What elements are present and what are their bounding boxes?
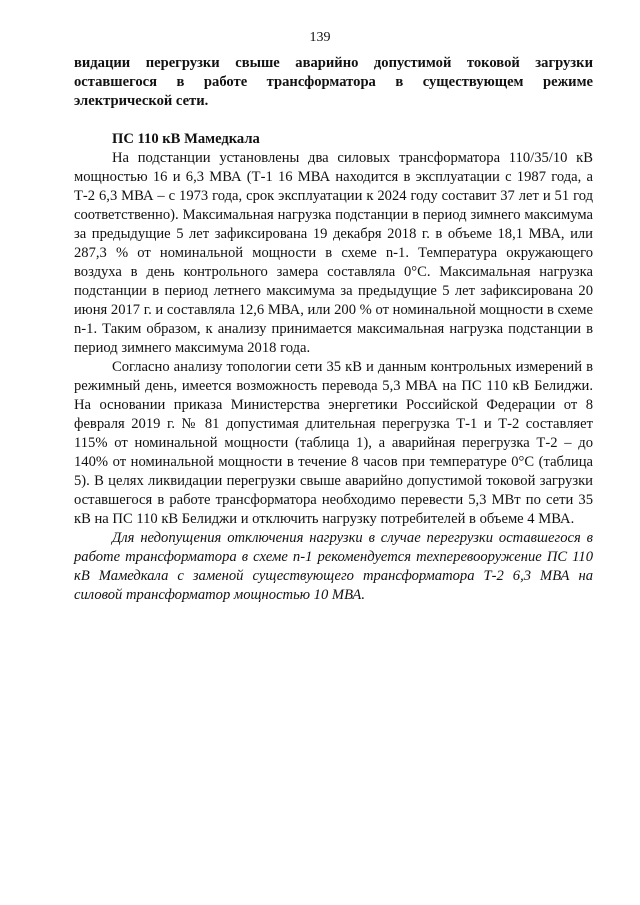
section-heading: ПС 110 кВ Мамедкала <box>112 131 260 147</box>
paragraph-recommendation: Для недопущения отключения нагрузки в случае перегрузки оставшегося в работе трансформатора в схеме n-1 рекомендуется техперевооружение ПС 110 кВ Мамедкала с заменой существующего трансформатора Т-2 6,3 МВА на силовой трансформатор мощностью 10 МВА. <box>74 530 593 603</box>
paragraph-substation-description: На подстанции установлены два силовых трансформатора 110/35/10 кВ мощностью 16 и 6,3 МВА (Т-1 16 МВА находится в эксплуатации с 1987 года, а Т-2 6,3 МВА – с 1973 года, срок эксплуатации к 2024 году составит 37 лет и 51 год соответственно). Максимальная нагрузка подстанции в период зимнего максимума за предыдущие 5 лет зафиксирована 19 декабря 2018 г. в объеме 18,1 МВА, или 287,3 % от номинальной мощности в схеме n-1. Температура окружающего воздуха в день контрольного замера составляла 0°С. Максимальная нагрузка подстанции в период летнего максимума за предыдущие 5 лет зафиксирована 20 июня 2017 г. и составляла 12,6 МВА, или 200 % от номинальной мощности в схеме n-1. Таким образом, к анализу принимается максимальная нагрузка подстанции в период зимнего максимума 2018 года. <box>74 150 593 356</box>
page-number: 139 <box>309 30 331 45</box>
intro-continuation-text: видации перегрузки свыше аварийно допустимой токовой загрузки оставшегося в работе трансформатора в существующем режиме электрической сети. <box>74 55 593 109</box>
document-body <box>74 54 593 605</box>
paragraph-topology-analysis: Согласно анализу топологии сети 35 кВ и данным контрольных измерений в режимный день, имеется возможность перевода 5,3 МВА на ПС 110 кВ Белиджи. На основании приказа Министерства энергетики Российской Федерации от 8 февраля 2019 г. № 81 допустимая длительная перегрузка Т-1 и Т-2 составляет 115% от номинальной мощности (таблица 1), а аварийная перегрузка Т-2 – до 140% от номинальной мощности в течение 8 часов при температуре 0°С (таблица 5). В целях ликвидации перегрузки свыше аварийно допустимой токовой загрузки оставшегося в работе трансформатора необходимо перевести 5,3 МВт по сети 35 кВ на ПС 110 кВ Белиджи и отключить нагрузку потребителей в объеме 4 МВА. <box>74 359 593 527</box>
